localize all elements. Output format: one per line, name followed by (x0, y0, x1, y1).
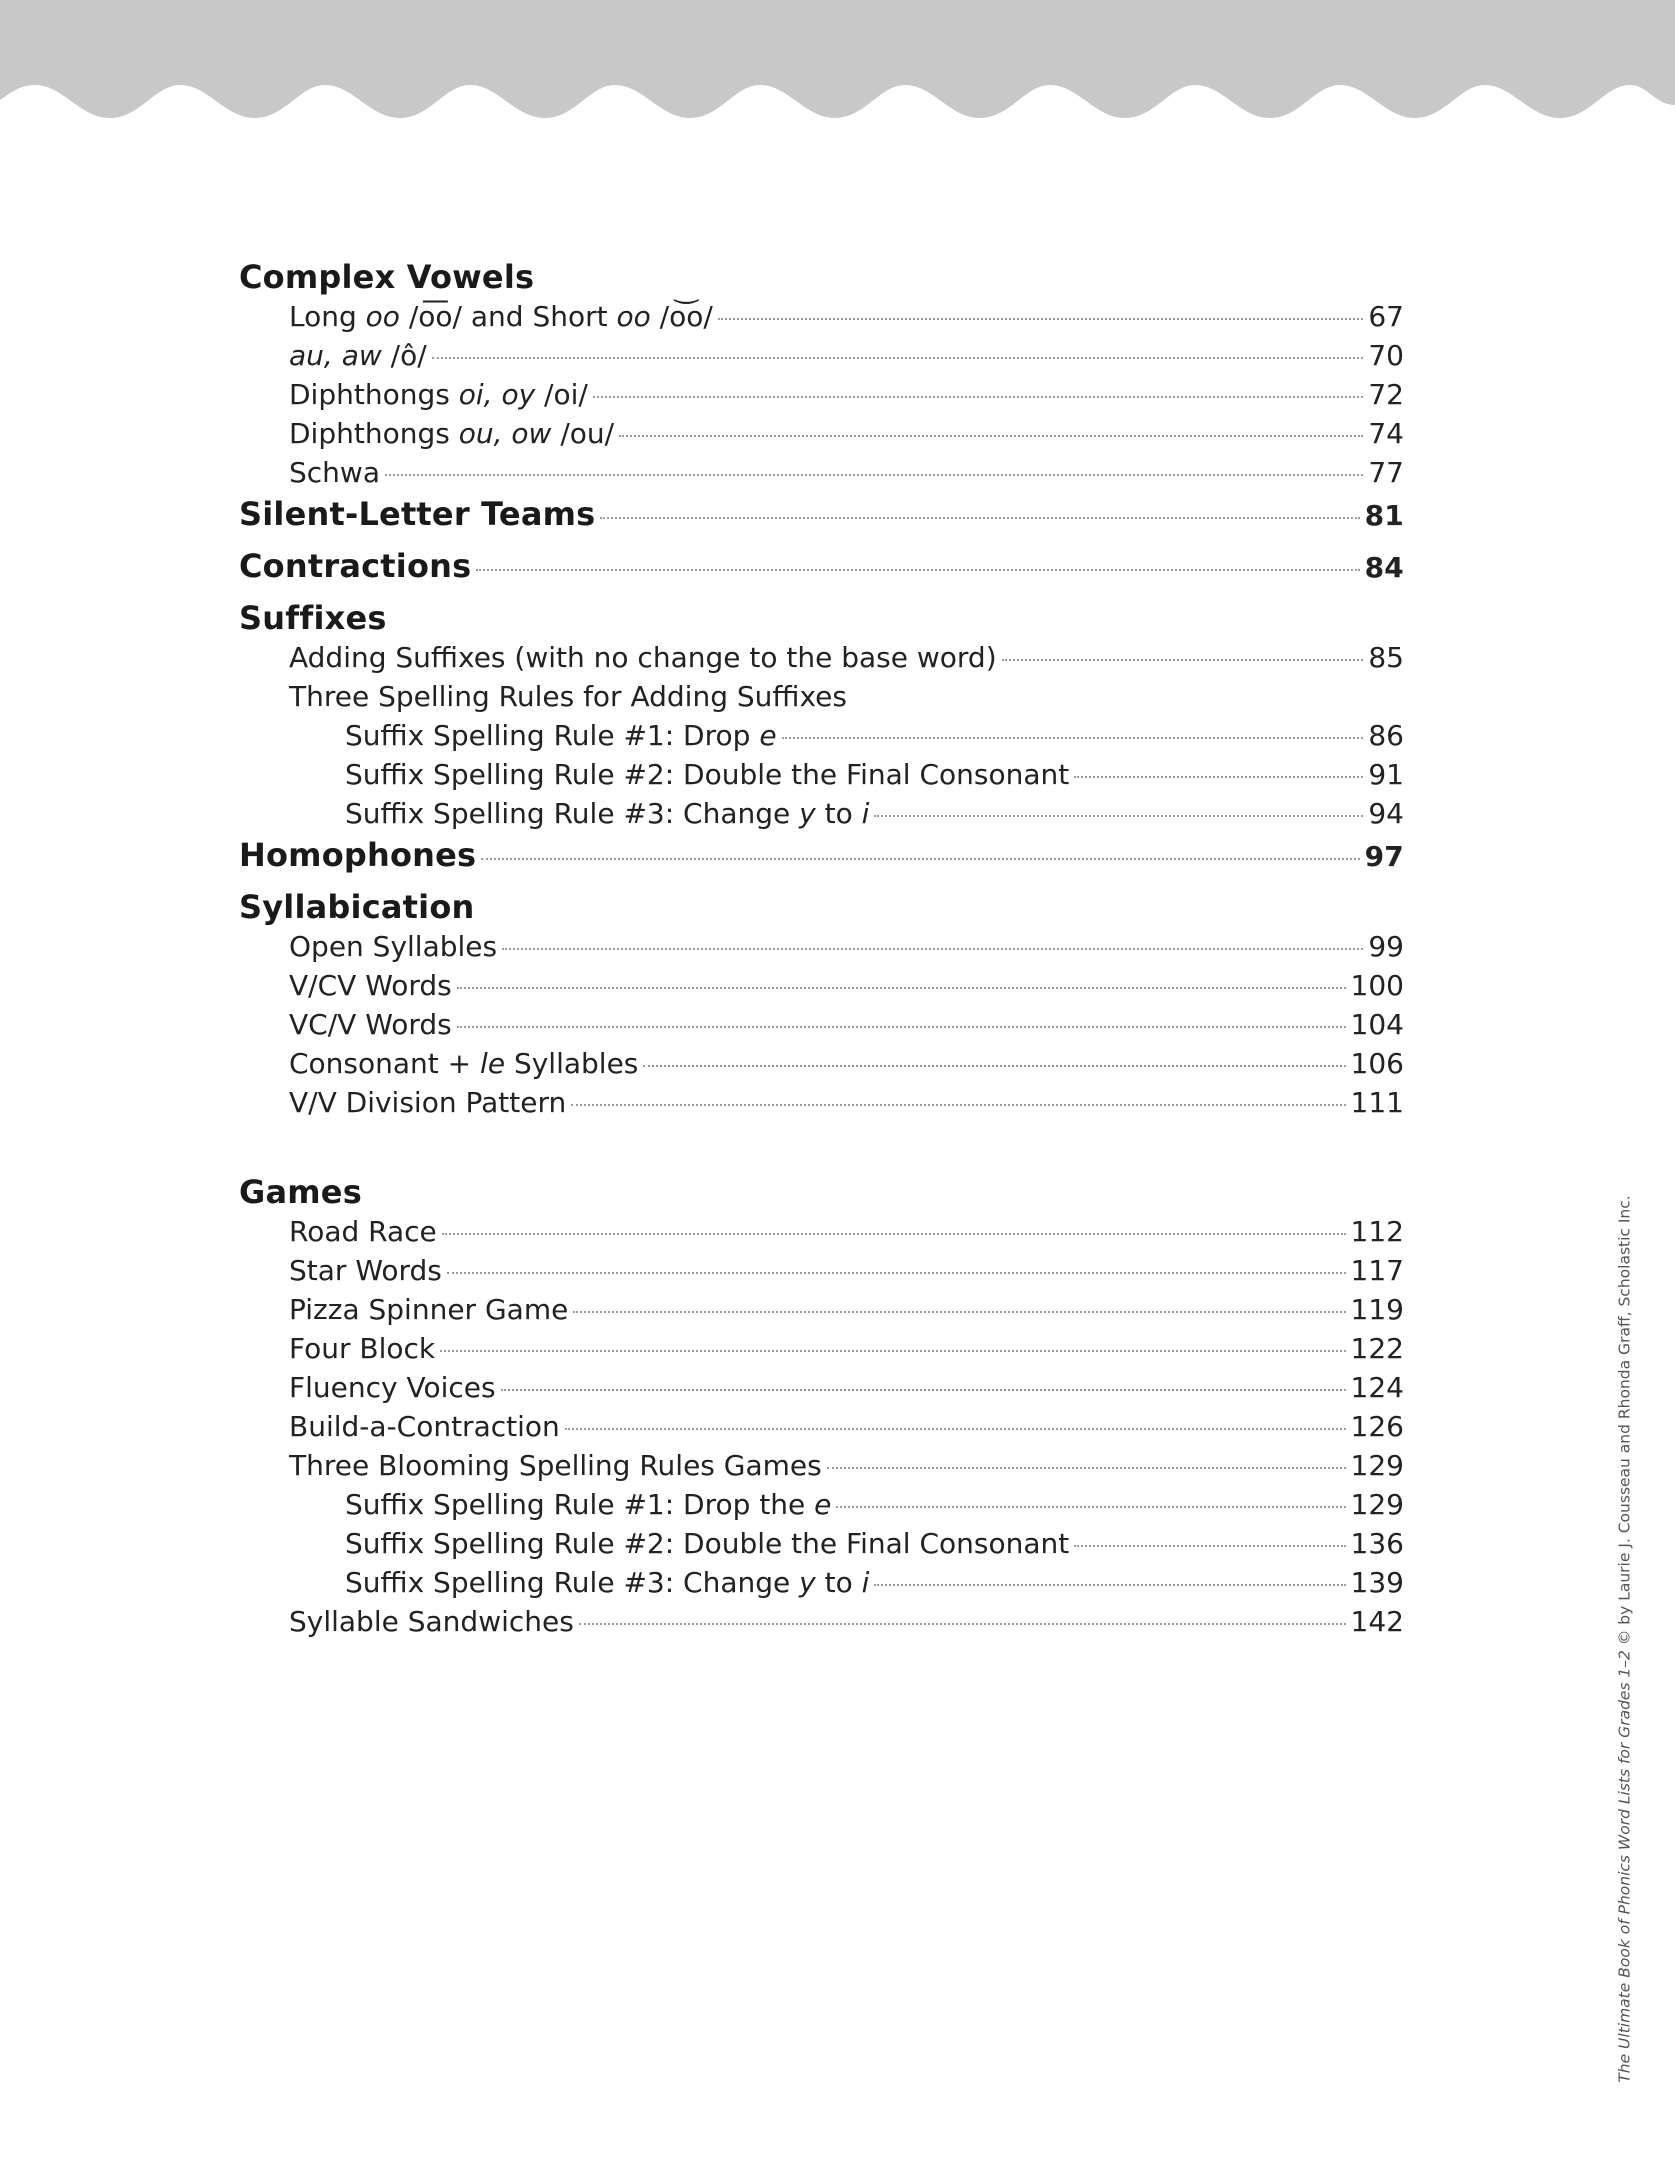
page-number: 94 (1368, 797, 1404, 830)
dot-leader (440, 1350, 1345, 1352)
section-heading: Suffixes (239, 599, 387, 637)
page-number: 136 (1350, 1527, 1404, 1560)
toc-entry-suffix-rule-3[interactable] (239, 797, 1404, 836)
entry-title: Syllable Sandwiches (289, 1605, 574, 1638)
toc-entry-star-words[interactable] (239, 1254, 1404, 1293)
entry-title: Pizza Spinner Game (289, 1293, 569, 1326)
toc-entry-games-rule-2[interactable] (239, 1527, 1404, 1566)
page-number: 100 (1350, 969, 1404, 1002)
toc-entry-suffix-rule-1[interactable] (239, 719, 1404, 758)
page-number: 97 (1364, 840, 1404, 873)
page-number: 142 (1350, 1605, 1404, 1638)
entry-title: Adding Suffixes (with no change to the base word) (289, 641, 997, 674)
toc-entry-three-blooming[interactable] (239, 1449, 1404, 1488)
section-heading: Homophones (239, 836, 477, 874)
entry-title: Suffix Spelling Rule #1: Drop the e (345, 1488, 832, 1521)
dot-leader (1002, 659, 1364, 661)
toc-entry-suffix-rule-2[interactable] (239, 758, 1404, 797)
toc-entry-three-spelling-rules (239, 680, 1404, 719)
page-number: 70 (1368, 339, 1404, 372)
dot-leader (571, 1104, 1345, 1106)
entry-title: Suffix Spelling Rule #2: Double the Final Consonant (345, 758, 1070, 791)
page-number: 81 (1364, 499, 1404, 532)
page-number: 99 (1368, 930, 1404, 963)
entry-title: Build-a-Contraction (289, 1410, 560, 1443)
entry-title: Diphthongs ou, ow /ou/ (289, 417, 615, 450)
toc-entry-consonant-le[interactable] (239, 1047, 1404, 1086)
entry-title: Suffix Spelling Rule #2: Double the Final Consonant (345, 1527, 1070, 1560)
page-number: 67 (1368, 300, 1404, 333)
page-number: 126 (1350, 1410, 1404, 1443)
toc-entry-four-block[interactable] (239, 1332, 1404, 1371)
page-number: 122 (1350, 1332, 1404, 1365)
book-title: The Ultimate Book of Phonics Word Lists for Grades 1–2 (1616, 1650, 1634, 2083)
toc-entry-build-a-contraction[interactable] (239, 1410, 1404, 1449)
page-number: 124 (1350, 1371, 1404, 1404)
dot-leader (1074, 776, 1363, 778)
dot-leader (874, 815, 1363, 817)
toc-entry-schwa[interactable] (239, 456, 1404, 495)
toc-entry-fluency-voices[interactable] (239, 1371, 1404, 1410)
dot-leader (600, 517, 1359, 519)
section-contractions[interactable] (239, 547, 1404, 599)
toc-entry-diphthongs-oi-oy[interactable] (239, 378, 1404, 417)
entry-title: Diphthongs oi, oy /oi/ (289, 378, 588, 411)
toc-entry-games-rule-3[interactable] (239, 1566, 1404, 1605)
entry-title: Three Spelling Rules for Adding Suffixes (289, 680, 847, 713)
entry-title: Road Race (289, 1215, 437, 1248)
dot-leader (1074, 1545, 1345, 1547)
entry-title: Suffix Spelling Rule #1: Drop e (345, 719, 777, 752)
dot-leader (501, 1389, 1346, 1391)
dot-leader (457, 1026, 1346, 1028)
toc-entry-v-v-division[interactable] (239, 1086, 1404, 1125)
dot-leader (874, 1584, 1345, 1586)
dot-leader (619, 435, 1363, 437)
toc-entry-road-race[interactable] (239, 1215, 1404, 1254)
entry-title: Star Words (289, 1254, 442, 1287)
entry-title: Four Block (289, 1332, 436, 1365)
wavy-banner (0, 0, 1675, 130)
entry-title: V/CV Words (289, 969, 452, 1002)
section-syllabication (239, 888, 1404, 930)
dot-leader (385, 474, 1363, 476)
entry-title: au, aw /ô/ (289, 339, 427, 372)
entry-title: Fluency Voices (289, 1371, 496, 1404)
dot-leader (502, 948, 1363, 950)
entry-title: Schwa (289, 456, 380, 489)
entry-title: Three Blooming Spelling Rules Games (289, 1449, 822, 1482)
section-suffixes (239, 599, 1404, 641)
dot-leader (718, 318, 1364, 320)
page-number: 77 (1368, 456, 1404, 489)
page-number: 84 (1364, 551, 1404, 584)
page-number: 112 (1350, 1215, 1404, 1248)
page-number: 86 (1368, 719, 1404, 752)
dot-leader (782, 737, 1364, 739)
entry-title: Long oo /o͞o/ and Short oo /o͝o/ (289, 300, 713, 333)
section-heading: Silent-Letter Teams (239, 495, 596, 533)
page-number: 106 (1350, 1047, 1404, 1080)
section-heading: Games (239, 1173, 362, 1211)
page-number: 119 (1350, 1293, 1404, 1326)
page-number: 129 (1350, 1449, 1404, 1482)
dot-leader (579, 1623, 1346, 1625)
toc-entry-long-short-oo[interactable] (239, 300, 1404, 339)
dot-leader (643, 1065, 1345, 1067)
toc-entry-open-syllables[interactable] (239, 930, 1404, 969)
copyright-credit: © by Laurie J. Cousseau and Rhonda Graff, Scholastic Inc. (1616, 1195, 1634, 1651)
page-number: 111 (1350, 1086, 1404, 1119)
entry-title: Open Syllables (289, 930, 498, 963)
table-of-contents (239, 258, 1404, 1644)
dot-leader (481, 858, 1359, 860)
toc-entry-v-cv-words[interactable] (239, 969, 1404, 1008)
entry-title: Suffix Spelling Rule #3: Change y to i (345, 1566, 870, 1599)
dot-leader (573, 1311, 1345, 1313)
section-complex-vowels (239, 258, 1404, 300)
dot-leader (565, 1428, 1346, 1430)
toc-entry-pizza-spinner[interactable] (239, 1293, 1404, 1332)
entry-title: Consonant + le Syllables (289, 1047, 639, 1080)
dot-leader (476, 569, 1359, 571)
page-number: 85 (1368, 641, 1404, 674)
section-homophones[interactable] (239, 836, 1404, 888)
dot-leader (827, 1467, 1346, 1469)
toc-entry-au-aw[interactable] (239, 339, 1404, 378)
copyright-footer (1610, 1195, 1640, 2083)
toc-entry-diphthongs-ou-ow[interactable] (239, 417, 1404, 456)
page-number: 74 (1368, 417, 1404, 450)
page-number: 117 (1350, 1254, 1404, 1287)
dot-leader (593, 396, 1364, 398)
page-number: 139 (1350, 1566, 1404, 1599)
dot-leader (836, 1506, 1345, 1508)
page-number: 72 (1368, 378, 1404, 411)
entry-title: Suffix Spelling Rule #3: Change y to i (345, 797, 870, 830)
entry-title: V/V Division Pattern (289, 1086, 567, 1119)
dot-leader (432, 357, 1364, 359)
entry-title: VC/V Words (289, 1008, 452, 1041)
page-number: 91 (1368, 758, 1404, 791)
section-heading: Syllabication (239, 888, 475, 926)
section-heading: Contractions (239, 547, 472, 585)
section-games (239, 1173, 1404, 1215)
section-silent-letter-teams[interactable] (239, 495, 1404, 547)
page-number: 104 (1350, 1008, 1404, 1041)
toc-entry-games-rule-1[interactable] (239, 1488, 1404, 1527)
dot-leader (457, 987, 1346, 989)
toc-entry-adding-suffixes[interactable] (239, 641, 1404, 680)
page-number: 129 (1350, 1488, 1404, 1521)
toc-entry-syllable-sandwiches[interactable] (239, 1605, 1404, 1644)
dot-leader (447, 1272, 1346, 1274)
toc-entry-vc-v-words[interactable] (239, 1008, 1404, 1047)
dot-leader (442, 1233, 1346, 1235)
section-heading: Complex Vowels (239, 258, 535, 296)
